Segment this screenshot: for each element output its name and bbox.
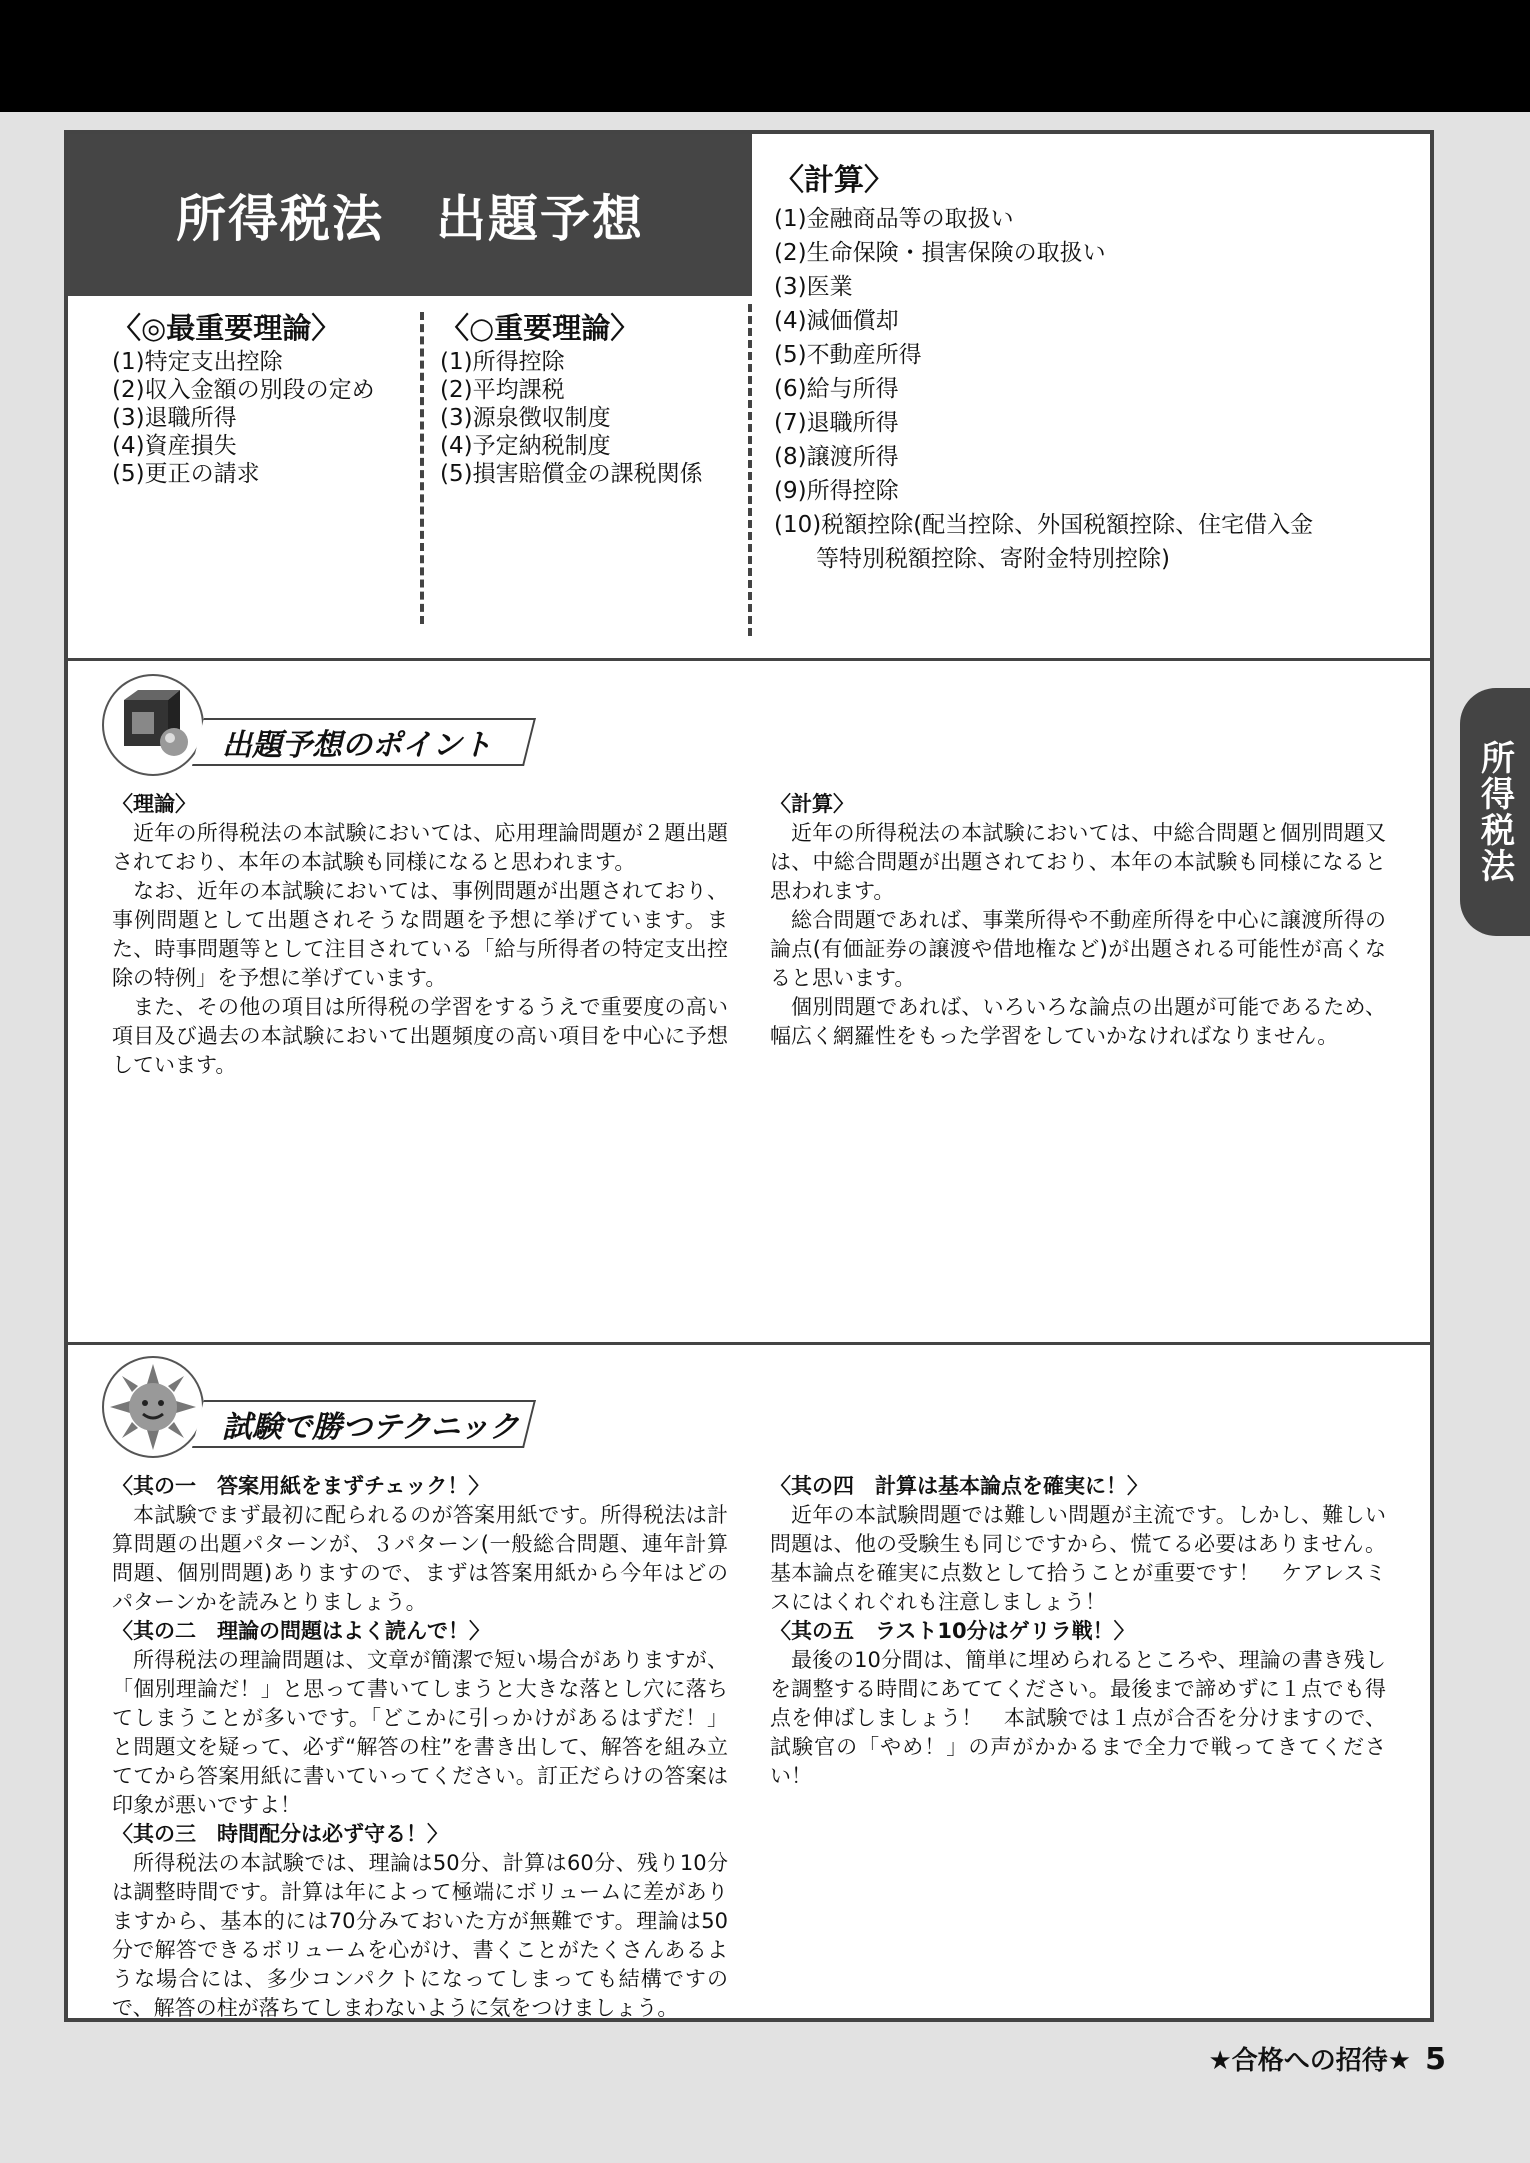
paragraph: また、その他の項目は所得税の学習をするうえで重要度の高い項目及び過去の本試験において出題頻度の高い項目を中心に予想しています。	[112, 995, 728, 1077]
forecast-section	[68, 134, 1430, 658]
tip-body: 所得税法の理論問題は、文章が簡潔で短い場合がありますが、「個別理論だ！」と思って書いてしまうと大きな落とし穴に落ちてしまうことが多いです。「どこかに引っかけがあるはずだ！」と問題文を疑って、必ず“解答の柱”を書き出して、解答を組み立ててから答案用紙に書いていってください。訂正だらけの答案は印象が悪いですよ！	[112, 1648, 728, 1817]
list-item-continued: 等特別税額控除、寄附金特別控除)	[816, 546, 1170, 572]
section-divider	[68, 658, 1430, 661]
most-important-theory	[112, 311, 412, 488]
list-item: (10)税額控除(配当控除、外国税額控除、住宅借入金	[774, 512, 1314, 538]
list-item: (3)医業	[774, 274, 853, 300]
technique-left	[112, 1472, 728, 2023]
list-item: (5)更正の請求	[112, 461, 260, 487]
list-item: (8)譲渡所得	[774, 444, 899, 470]
calculation-forecast	[774, 164, 1414, 576]
tip-body: 所得税法の本試験では、理論は50分、計算は60分、残り10分は調整時間です。計算は年によって極端にボリュームに差がありますから、基本的には70分みておいた方が無難です。理論は50分で解答できるボリュームを心がけ、書くことがたくさんあるような場合には、多少コンパクトになってしまっても結構ですので、解答の柱が落ちてしまわないように気をつけましょう。	[112, 1851, 728, 2020]
column-divider	[420, 312, 424, 624]
important-theory	[440, 311, 740, 488]
important-heading: 〈○重要理論〉	[440, 311, 640, 345]
points-heading: 出題予想のポイント	[222, 728, 492, 763]
page-title: 所得税法 出題予想	[176, 190, 644, 248]
list-item: (1)所得控除	[440, 349, 565, 375]
column-divider	[748, 304, 752, 636]
list-item: (2)平均課税	[440, 377, 565, 403]
tip-body: 最後の10分間は、簡単に埋められるところや、理論の書き残しを調整する時間にあててください。最後まで諦めずに１点でも得点を伸ばしましょう！ 本試験では１点が合否を分けますので、試験官の「やめ！」の声がかかるまで全力で戦ってきてください！	[770, 1648, 1386, 1788]
paragraph: なお、近年の本試験においては、事例問題が出題されており、事例問題として出題されそうな問題を予想に挙げています。また、時事問題等として注目されている「給与所得者の特定支出控除の特例」を予想に挙げています。	[112, 879, 728, 990]
page-number: 5	[1425, 2042, 1446, 2077]
title-banner	[68, 134, 752, 296]
list-item: (3)源泉徴収制度	[440, 405, 611, 431]
list-item: (2)生命保険・損害保険の取扱い	[774, 240, 1106, 266]
tip-body: 本試験でまず最初に配られるのが答案用紙です。所得税法は計算問題の出題パターンが、３パターン(一般総合問題、連年計算問題、個別問題)ありますので、まずは答案用紙から今年はどのパターンかを読みとりましょう。	[112, 1503, 728, 1614]
list-item: (5)不動産所得	[774, 342, 922, 368]
technique-right	[770, 1472, 1386, 1791]
calculation-list	[774, 202, 1414, 576]
most-important-heading: 〈◎最重要理論〉	[112, 311, 341, 345]
paragraph: 個別問題であれば、いろいろな論点の出題が可能であるため、幅広く網羅性をもった学習をしていかなければなりません。	[770, 995, 1386, 1048]
tip-title: 〈其の三 時間配分は必ず守る！〉	[112, 1822, 448, 1846]
list-item: (4)予定納税制度	[440, 433, 611, 459]
page-footer	[1209, 2040, 1447, 2077]
theory-label: 〈理論〉	[112, 792, 196, 816]
points-calc	[770, 790, 1386, 1051]
cube-ball-icon	[102, 674, 204, 776]
list-item: (2)収入金額の別段の定め	[112, 377, 375, 403]
tip-title: 〈其の二 理論の問題はよく読んで！〉	[112, 1619, 490, 1643]
points-theory	[112, 790, 728, 1080]
list-item: (7)退職所得	[774, 410, 899, 436]
paragraph: 総合問題であれば、事業所得や不動産所得を中心に譲渡所得の論点(有価証券の譲渡や借地権など)が出題される可能性が高くなると思います。	[770, 908, 1386, 990]
list-item: (4)資産損失	[112, 433, 237, 459]
calc-label: 〈計算〉	[770, 792, 854, 816]
side-tab: 所得税法	[1460, 688, 1530, 936]
section-divider	[68, 1342, 1430, 1345]
content-frame	[64, 130, 1434, 2022]
top-black-bar	[0, 0, 1530, 112]
list-item: (5)損害賠償金の課税関係	[440, 461, 703, 487]
sun-face-icon	[102, 1356, 204, 1458]
tip-title: 〈其の四 計算は基本論点を確実に！〉	[770, 1474, 1148, 1498]
technique-heading: 試験で勝つテクニック	[222, 1410, 519, 1445]
paragraph: 近年の所得税法の本試験においては、中総合問題と個別問題又は、中総合問題が出題されており、本年の本試験も同様になると思われます。	[770, 821, 1386, 903]
list-item: (1)金融商品等の取扱い	[774, 206, 1014, 232]
important-list	[440, 348, 740, 488]
footer-label: ★合格への招待★	[1208, 2046, 1412, 2076]
list-item: (6)給与所得	[774, 376, 899, 402]
list-item: (4)減価償却	[774, 308, 899, 334]
calculation-heading: 〈計算〉	[774, 163, 894, 198]
tip-title: 〈其の一 答案用紙をまずチェック！〉	[112, 1474, 490, 1498]
list-item: (3)退職所得	[112, 405, 237, 431]
list-item: (1)特定支出控除	[112, 349, 283, 375]
tip-body: 近年の本試験問題では難しい問題が主流です。しかし、難しい問題は、他の受験生も同じですから、慌てる必要はありません。基本論点を確実に点数として拾うことが重要です！ ケアレスミスにはくれぐれも注意しましょう！	[770, 1503, 1386, 1614]
most-important-list	[112, 348, 412, 488]
tip-title: 〈其の五 ラスト10分はゲリラ戦！〉	[770, 1619, 1135, 1643]
paragraph: 近年の所得税法の本試験においては、応用理論問題が２題出題されており、本年の本試験も同様になると思われます。	[112, 821, 728, 874]
list-item: (9)所得控除	[774, 478, 899, 504]
